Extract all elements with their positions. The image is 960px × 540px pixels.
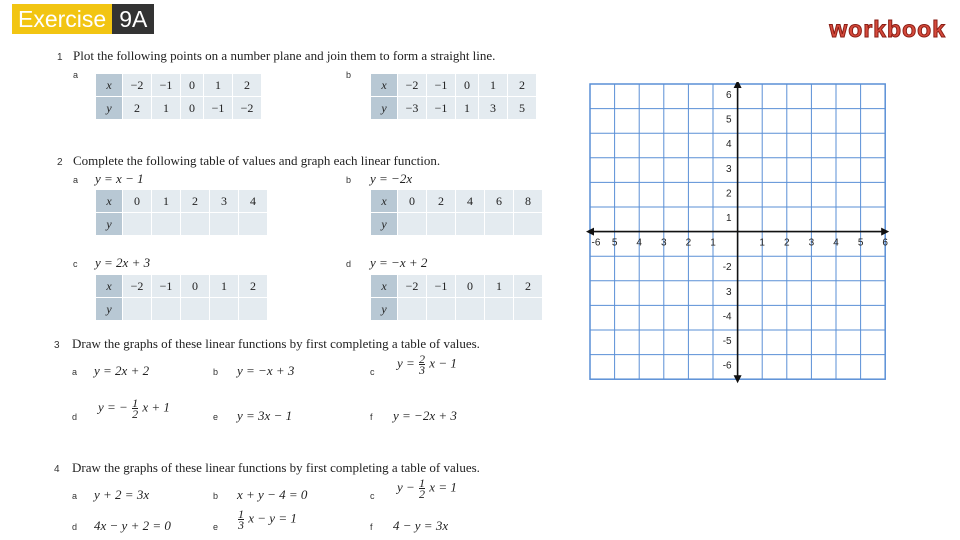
table-cell: [398, 298, 427, 321]
table-cell: 0: [456, 275, 485, 298]
question-1-text: Plot the following points on a number plane and join them to form a straight line.: [73, 48, 496, 63]
x-tick-label: 2: [685, 237, 692, 249]
x-tick-label: 3: [661, 237, 667, 249]
table-cell: −1: [427, 74, 456, 97]
y-tick-label: 2: [726, 188, 732, 200]
fraction-numerator: 1: [132, 396, 139, 410]
number-plane: [586, 82, 892, 384]
fraction-numerator: 1: [238, 507, 244, 521]
q2b-expression: y = −2x: [370, 171, 413, 186]
table-cell: 1: [204, 74, 233, 97]
table-header-x: x: [371, 190, 398, 213]
q3f-expression: y = −2x + 3: [393, 408, 457, 423]
table-cell: 1: [485, 275, 514, 298]
q2b-table: [370, 189, 543, 236]
table-cell: [514, 213, 543, 236]
table-cell: 3: [479, 97, 508, 120]
q4d-label: d: [72, 522, 78, 532]
fraction: [238, 509, 244, 530]
expr-part: y = −: [98, 399, 128, 415]
table-row-x: [96, 275, 268, 298]
x-tick-label: 4: [636, 237, 642, 249]
y-tick-label: -6: [722, 360, 732, 372]
table-cell: 1: [456, 97, 479, 120]
table-cell: 4: [456, 190, 485, 213]
fraction-numerator: 2: [419, 352, 426, 366]
table-cell: −1: [427, 275, 456, 298]
table-row-y: [371, 213, 543, 236]
table-cell: [123, 298, 152, 321]
table-cell: −1: [427, 97, 456, 120]
y-tick-label: 5: [726, 114, 732, 126]
table-cell: −1: [152, 74, 181, 97]
table-cell: 2: [239, 275, 268, 298]
table-header-x: x: [96, 74, 123, 97]
q3a-expression: y = 2x + 2: [94, 363, 150, 378]
y-tick-label: -4: [722, 311, 732, 323]
table-cell: [239, 213, 268, 236]
table-cell: [427, 298, 456, 321]
table-header-x: x: [371, 275, 398, 298]
question-2-text: Complete the following table of values and graph each linear function.: [73, 153, 441, 168]
q3e-label: e: [213, 412, 219, 422]
table-cell: 2: [508, 74, 537, 97]
table-header-y: y: [371, 298, 398, 321]
x-tick-label: 5: [857, 237, 864, 249]
q2d-table: [370, 274, 543, 321]
table-cell: −2: [123, 275, 152, 298]
table-cell: [181, 213, 210, 236]
q2c-table: [95, 274, 268, 321]
table-cell: 0: [398, 190, 427, 213]
x-tick-label: 4: [833, 237, 839, 249]
q2a-label: a: [73, 175, 79, 185]
table-cell: 1: [152, 97, 181, 120]
fraction-denominator: 2: [132, 407, 139, 421]
table-cell: −2: [233, 97, 262, 120]
q4a-expression: y + 2 = 3x: [94, 487, 150, 502]
q2c-label: c: [73, 259, 78, 269]
q2d-expression: y = −x + 2: [370, 255, 428, 270]
table-cell: [514, 298, 543, 321]
q2b-label: b: [346, 175, 352, 185]
x-tick-label: 1: [759, 237, 765, 249]
y-tick-label: 3: [726, 286, 732, 298]
table-row-y: [96, 213, 268, 236]
x-tick-label: 3: [808, 237, 815, 249]
table-cell: 0: [456, 74, 479, 97]
table-cell: −3: [398, 97, 427, 120]
table-header-y: y: [96, 213, 123, 236]
x-tick-label: 6: [882, 237, 888, 249]
table-header-y: y: [96, 97, 123, 120]
table-row-y: [371, 298, 543, 321]
fraction: [419, 354, 425, 375]
x-tick-label: -6: [591, 237, 601, 249]
q3c-label: c: [370, 367, 375, 377]
q3c-expression: [397, 354, 457, 375]
y-tick-label: 3: [726, 163, 732, 175]
fraction-denominator: 3: [419, 363, 426, 377]
q1a-label: a: [73, 70, 79, 80]
q4b-expression: x + y − 4 = 0: [237, 487, 308, 502]
table-cell: [210, 298, 239, 321]
coordinate-grid: [586, 82, 892, 389]
expr-part: x + 1: [142, 399, 170, 415]
table-cell: 2: [181, 190, 210, 213]
q2d-label: d: [346, 259, 352, 269]
table-row-x: [96, 74, 262, 97]
q2c-expression: y = 2x + 3: [95, 255, 151, 270]
table-cell: 1: [152, 190, 181, 213]
q3d-expression: [98, 398, 170, 419]
table-cell: 0: [181, 275, 210, 298]
y-tick-label: -5: [722, 336, 732, 347]
q4e-label: e: [213, 522, 219, 532]
table-cell: 2: [514, 275, 543, 298]
table-cell: [427, 213, 456, 236]
table-cell: 6: [485, 190, 514, 213]
question-3-text: Draw the graphs of these linear functions by first completing a table of values.: [72, 336, 480, 351]
x-tick-label: 5: [611, 237, 618, 249]
q3e-expression: y = 3x − 1: [237, 408, 293, 423]
table-cell: 2: [233, 74, 262, 97]
table-cell: [152, 298, 181, 321]
table-header-y: y: [371, 213, 398, 236]
question-2-number: 2: [57, 157, 63, 168]
table-row-x: [371, 190, 543, 213]
table-header-x: x: [371, 74, 398, 97]
question-3-number: 3: [54, 340, 60, 351]
q4e-expression: [237, 509, 297, 530]
q4c-label: c: [370, 491, 375, 501]
fraction: [132, 398, 138, 419]
y-tick-label: 6: [726, 90, 732, 101]
table-cell: 2: [427, 190, 456, 213]
table-cell: [239, 298, 268, 321]
exercise-header: [12, 4, 154, 34]
q2a-table: [95, 189, 268, 236]
table-cell: [485, 298, 514, 321]
table-cell: [398, 213, 427, 236]
q1b-label: b: [346, 70, 352, 80]
q4c-expression: [397, 478, 457, 499]
exercise-code: 9A: [112, 4, 154, 34]
table-cell: 1: [210, 275, 239, 298]
q4d-expression: 4x − y + 2 = 0: [94, 518, 171, 533]
table-row-x: [371, 275, 543, 298]
q3b-label: b: [213, 367, 219, 377]
table-cell: 0: [181, 97, 204, 120]
q1a-table: [95, 73, 262, 120]
table-cell: −2: [123, 74, 152, 97]
table-row-y: [96, 298, 268, 321]
question-1-number: 1: [57, 52, 63, 63]
question-4-text: Draw the graphs of these linear functions by first completing a table of values.: [72, 460, 480, 475]
q3f-label: f: [370, 412, 373, 422]
table-cell: [181, 298, 210, 321]
question-4-number: 4: [54, 464, 60, 475]
table-cell: 5: [508, 97, 537, 120]
expr-part: x − y = 1: [248, 510, 297, 526]
table-cell: [456, 298, 485, 321]
q3b-expression: y = −x + 3: [237, 363, 295, 378]
table-cell: [152, 213, 181, 236]
x-tick-label: 1: [710, 237, 716, 249]
table-row-x: [96, 190, 268, 213]
table-cell: 0: [123, 190, 152, 213]
q3a-label: a: [72, 367, 78, 377]
table-row-y: [96, 97, 262, 120]
y-tick-label: -2: [722, 262, 732, 274]
q4f-label: f: [370, 522, 373, 532]
table-header-y: y: [371, 97, 398, 120]
table-cell: −2: [398, 74, 427, 97]
exercise-word: Exercise: [12, 4, 112, 34]
q2a-expression: y = x − 1: [95, 171, 144, 186]
expr-part: x = 1: [429, 479, 457, 495]
table-cell: [210, 213, 239, 236]
q1b-table: [370, 73, 537, 120]
fraction: [419, 478, 425, 499]
table-header-x: x: [96, 275, 123, 298]
table-cell: −2: [398, 275, 427, 298]
table-cell: 1: [479, 74, 508, 97]
table-cell: 4: [239, 190, 268, 213]
q3d-label: d: [72, 412, 78, 422]
q4a-label: a: [72, 491, 78, 501]
table-cell: 3: [210, 190, 239, 213]
table-cell: 0: [181, 74, 204, 97]
q4b-label: b: [213, 491, 219, 501]
fraction-denominator: 3: [238, 518, 244, 532]
y-tick-label: 4: [726, 139, 732, 151]
table-cell: −1: [152, 275, 181, 298]
q4f-expression: 4 − y = 3x: [393, 518, 449, 533]
workbook-logo: workbook: [829, 16, 946, 42]
table-cell: [123, 213, 152, 236]
table-cell: 2: [123, 97, 152, 120]
table-cell: [456, 213, 485, 236]
table-row-x: [371, 74, 537, 97]
table-header-x: x: [96, 190, 123, 213]
expr-part: x − 1: [429, 355, 457, 371]
table-cell: [485, 213, 514, 236]
table-cell: 8: [514, 190, 543, 213]
y-tick-label: 1: [726, 213, 732, 224]
expr-part: y =: [397, 355, 415, 371]
table-row-y: [371, 97, 537, 120]
expr-part: y −: [397, 479, 415, 495]
fraction-denominator: 2: [419, 487, 426, 501]
table-cell: −1: [204, 97, 233, 120]
x-tick-label: 2: [784, 237, 790, 249]
table-header-y: y: [96, 298, 123, 321]
fraction-numerator: 1: [419, 476, 426, 490]
